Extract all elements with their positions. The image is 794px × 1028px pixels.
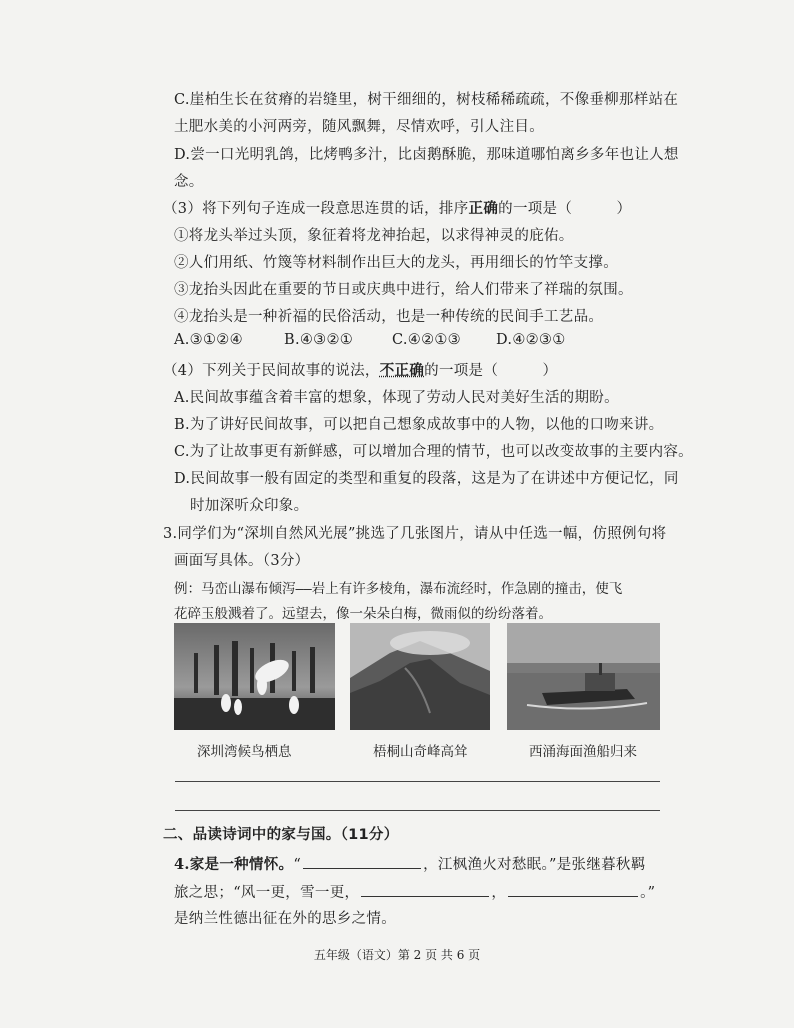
sub3-option-b: B.④③②①	[284, 332, 354, 348]
sub3-option-c: C.④②①③	[392, 332, 461, 348]
sub3-stem-answer-paren: 的一项是（ ）	[498, 201, 632, 217]
q4-blank-3[interactable]	[508, 882, 638, 897]
q3-example-line1: 例：马峦山瀑布倾泻——岩上有许多棱角，瀑布流经时，作急剧的撞击，使飞	[174, 581, 623, 597]
sub4-option-b: B.为了讲好民间故事，可以把自己想象成故事中的人物，以他的口吻来讲。	[174, 417, 664, 433]
sub4-stem-text: （4）下列关于民间故事的说法，	[163, 363, 380, 379]
q4-line1-text: ，江枫渔火对愁眠。”是张继暮秋羁	[423, 857, 646, 873]
sub3-stem-text: （3）将下列句子连成一段意思连贯的话，排序	[163, 201, 469, 217]
q4-line2-end: 。”	[640, 885, 656, 901]
sub4-stem-answer-paren: 的一项是（ ）	[424, 363, 558, 379]
q4-line3: 是纳兰性德出征在外的思乡之情。	[174, 911, 396, 927]
page-footer: 五年级（语文）第 2 页 共 6 页	[313, 948, 481, 962]
q4-blank-1[interactable]	[303, 854, 421, 869]
q2-option-c-line1: C.崖柏生长在贫瘠的岩缝里，树干细细的，树枝稀稀疏疏，不像垂柳那样站在	[174, 92, 679, 108]
q4-line2	[174, 881, 655, 902]
sub3-sentence-1: ①将龙头举过头顶，象征着将龙神抬起，以求得神灵的庇佑。	[174, 228, 574, 244]
caption-mountain: 梧桐山奇峰高耸	[373, 744, 468, 760]
sub4-option-d-line2: 时加深听众印象。	[190, 498, 309, 514]
q3-stem-line1: 3.同学们为“深圳自然风光展”挑选了几张图片，请从中任选一幅，仿照例句将	[163, 526, 667, 542]
sub4-option-d-line1: D.民间故事一般有固定的类型和重复的段落，这是为了在讲述中方便记忆，同	[174, 471, 679, 487]
q3-example-line2: 花碎玉般溅着了。远望去，像一朵朵白梅，微雨似的纷纷落着。	[174, 606, 552, 622]
q4-open-quote: “	[293, 857, 302, 873]
sub3-stem-emphasis: 正确	[468, 200, 499, 217]
q2-option-d-line1: D.尝一口光明乳鸽，比烤鸭多汁，比卤鹅酥脆，那味道哪怕离乡多年也让人想	[174, 147, 679, 163]
sub3-stem	[163, 197, 631, 218]
q2-option-c-line2: 土肥水美的小河两旁，随风飘舞，尽情欢呼，引人注目。	[174, 119, 544, 135]
caption-egrets: 深圳湾候鸟栖息	[197, 744, 292, 760]
sub4-option-c: C.为了让故事更有新鲜感，可以增加合理的情节，也可以改变故事的主要内容。	[174, 444, 693, 460]
sub3-option-d: D.④②③①	[496, 332, 566, 348]
sub4-option-a: A.民间故事蕴含着丰富的想象，体现了劳动人民对美好生活的期盼。	[174, 390, 619, 406]
q4-lead: 4.家是一种情怀。	[174, 856, 294, 873]
sub3-sentence-2: ②人们用纸、竹篾等材料制作出巨大的龙头，再用细长的竹竿支撑。	[174, 255, 618, 271]
caption-boat: 西涌海面渔船归来	[529, 744, 637, 760]
answer-line-2[interactable]	[175, 810, 660, 811]
q4-line2-comma: ，	[491, 885, 507, 901]
q3-stem-line2: 画面写具体。（3分）	[174, 553, 310, 569]
q2-option-d-line2: 念。	[174, 174, 204, 190]
answer-line-1[interactable]	[175, 781, 660, 782]
sub3-sentence-4: ④龙抬头是一种祈福的民俗活动，也是一种传统的民间手工艺品。	[174, 309, 604, 325]
sub4-stem-emphasis: 不正确	[379, 362, 425, 379]
q4-blank-2[interactable]	[361, 882, 489, 897]
section-2-heading: 二、品读诗词中的家与国。（11分）	[163, 827, 399, 843]
q4-line1	[174, 853, 646, 874]
sub4-stem	[163, 359, 557, 380]
q4-line2-text: 旅之思；“风一更，雪一更，	[174, 885, 360, 901]
sub3-option-a: A.③①②④	[174, 332, 243, 348]
mountain-photo	[350, 623, 490, 730]
sub3-sentence-3: ③龙抬头因此在重要的节日或庆典中进行，给人们带来了祥瑞的氛围。	[174, 282, 633, 298]
fishing-boat-photo	[507, 623, 660, 730]
egrets-photo	[174, 623, 335, 730]
